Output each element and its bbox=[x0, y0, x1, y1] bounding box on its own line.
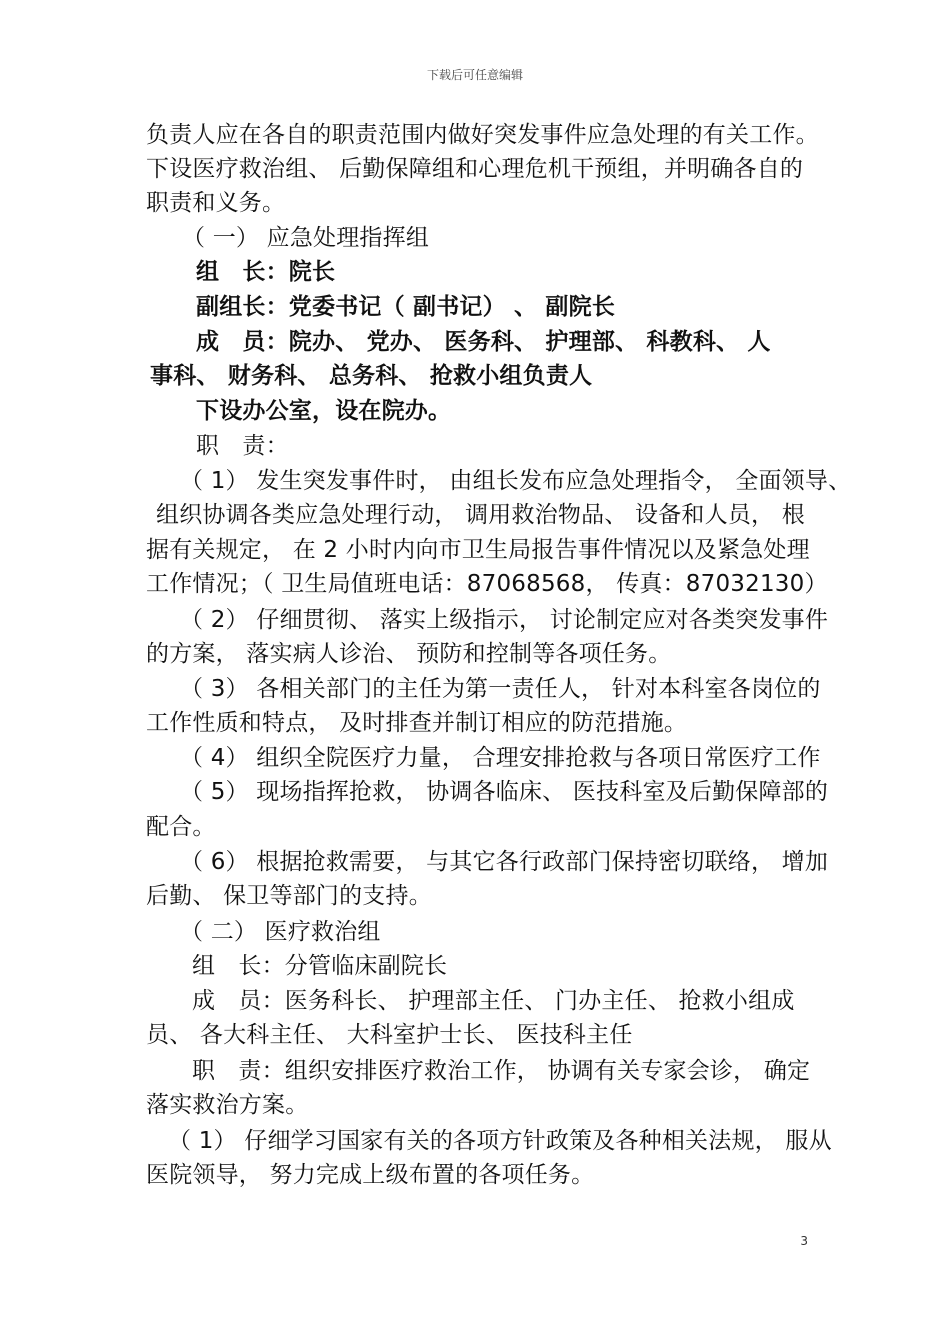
text-line: （ 1） 仔细学习国家有关的各项方针政策及各种相关法规， 服从 bbox=[168, 1128, 832, 1154]
text-line: 事科、 财务科、 总务科、 抢救小组负责人 bbox=[150, 363, 593, 389]
text-line: （ 二） 医疗救治组 bbox=[180, 919, 381, 945]
text-line: 组织协调各类应急处理行动， 调用救治物品、 设备和人员， 根 bbox=[156, 502, 805, 528]
text-line: 组 长：分管临床副院长 bbox=[192, 953, 448, 979]
page-header: 下载后可任意编辑 bbox=[426, 68, 523, 82]
text-line: 医院领导， 努力完成上级布置的各项任务。 bbox=[146, 1162, 595, 1188]
text-line: 下设医疗救治组、 后勤保障组和心理危机干预组，并明确各自的 bbox=[146, 156, 804, 182]
text-line: 配合。 bbox=[146, 814, 216, 840]
text-line: 据有关规定， 在 2 小时内向市卫生局报告事件情况以及紧急处理 bbox=[146, 537, 810, 563]
text-line: （ 4） 组织全院医疗力量， 合理安排抢救与各项日常医疗工作 bbox=[180, 745, 821, 771]
text-line: 落实救治方案。 bbox=[146, 1092, 309, 1118]
text-line: 工作性质和特点， 及时排查并制订相应的防范措施。 bbox=[146, 710, 688, 736]
text-line: 职责和义务。 bbox=[146, 190, 286, 216]
text-line: （ 2） 仔细贯彻、 落实上级指示， 讨论制定应对各类突发事件 bbox=[180, 607, 829, 633]
text-line: 工作情况；（ 卫生局值班电话：87068568， 传真：87032130） bbox=[146, 571, 828, 597]
text-line: （ 5） 现场指挥抢救， 协调各临床、 医技科室及后勤保障部的 bbox=[180, 779, 829, 805]
text-line: 成 员：院办、 党办、 医务科、 护理部、 科教科、 人 bbox=[196, 329, 771, 355]
text-line: 员、 各大科主任、 大科室护士长、 医技科主任 bbox=[146, 1022, 633, 1048]
text-line: （ 3） 各相关部门的主任为第一责任人， 针对本科室各岗位的 bbox=[180, 676, 821, 702]
text-line: 后勤、 保卫等部门的支持。 bbox=[146, 883, 432, 909]
text-line: 下设办公室，设在院办。 bbox=[196, 398, 452, 424]
text-line: （ 1） 发生突发事件时， 由组长发布应急处理指令， 全面领导、 bbox=[180, 468, 852, 494]
text-line: 组 长：院长 bbox=[196, 259, 336, 285]
text-line: 职 责：组织安排医疗救治工作， 协调有关专家会诊， 确定 bbox=[192, 1058, 811, 1084]
text-line: （ 6） 根据抢救需要， 与其它各行政部门保持密切联络， 增加 bbox=[180, 849, 829, 875]
text-line: （ 一） 应急处理指挥组 bbox=[182, 225, 430, 251]
text-line: 成 员：医务科长、 护理部主任、 门办主任、 抢救小组成 bbox=[192, 988, 795, 1014]
text-line: 的方案， 落实病人诊治、 预防和控制等各项任务。 bbox=[146, 641, 672, 667]
text-line: 副组长：党委书记（ 副书记） 、 副院长 bbox=[196, 294, 616, 320]
text-line: 负责人应在各自的职责范围内做好突发事件应急处理的有关工作。 bbox=[146, 122, 819, 148]
page-number: 3 bbox=[800, 1234, 808, 1248]
text-line: 职 责： bbox=[196, 433, 289, 459]
